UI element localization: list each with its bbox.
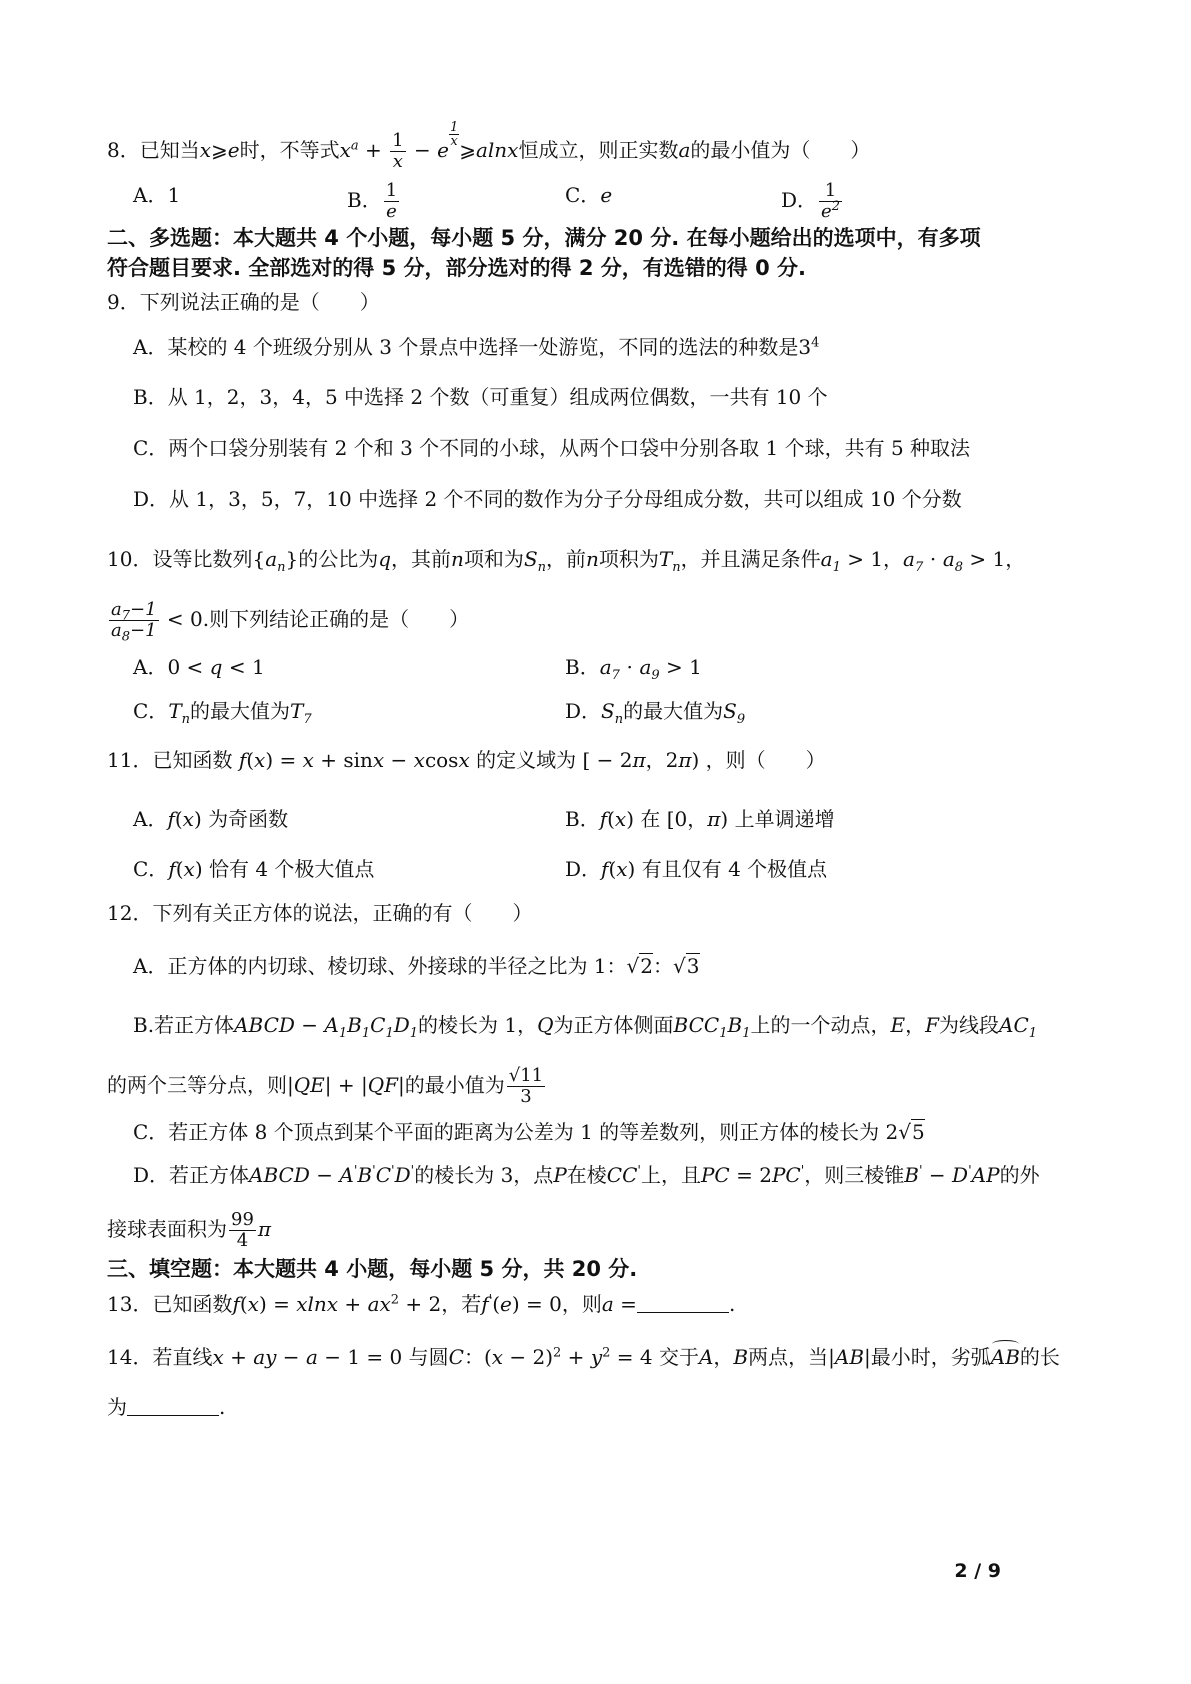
q10-option-c: C．$T_n$的最大值为$T_7$	[133, 699, 312, 727]
q9-option-a: A．某校的 4 个班级分别从 3 个景点中选择一处游览，不同的选法的种数是$3^4$	[133, 335, 820, 359]
q9-stem: 9．下列说法正确的是（ ）	[107, 290, 380, 314]
q10-stem: 10．设等比数列$\{a_n\}$的公比为q，其前n项和为$S_n$，前n项积为$T_n$，并且满足条件$a_1 > 1$，$a_7 \cdot a_8 > 1$，	[107, 547, 1026, 575]
section-2-heading-cont: 符合题目要求. 全部选对的得 5 分，部分选对的得 2 分，有选错的得 0 分.	[107, 256, 806, 280]
section-2-heading: 二、多选题：本大题共 4 个小题，每小题 5 分，满分 20 分. 在每小题给出的选项中，有多项	[107, 226, 981, 250]
q12-option-d: D．若正方体ABCD − A'B'C'D'的棱长为 3，点P在棱CC'上，且PC = 2PC'，则三棱锥B' − D'AP的外	[133, 1163, 1040, 1187]
q12-option-a: A．正方体的内切球、棱切球、外接球的半径之比为 1：√2：√3	[133, 954, 700, 978]
q8-stem: 8．已知当x⩾e时，不等式$x^a$ + $\frac{1}{x}$ − e $\frac{1}{x}$ ⩾alnx恒成立，则正实数a的最小值为（ ）	[107, 120, 871, 172]
q11-option-a: A．f(x) 为奇函数	[133, 807, 289, 831]
q12-option-d-cont: 接球表面积为 $\frac{99}{4}$ π	[107, 1209, 272, 1251]
q12-option-c: C．若正方体 8 个顶点到某个平面的距离为公差为 1 的等差数列，则正方体的棱长为 2√5	[133, 1120, 925, 1144]
q11-option-b: B．f(x) 在 [0，π) 上单调递增	[565, 807, 835, 831]
q8-option-d: D． $\frac{1}{e^2}$	[781, 180, 840, 222]
q10-option-a: A．0 < q < 1	[133, 655, 265, 679]
q11-option-d: D．f(x) 有且仅有 4 个极值点	[565, 857, 828, 881]
q13-stem: 13．已知函数$f(x) = xlnx + ax^2 + 2$，若f'(e) = 0，则a = .	[107, 1292, 736, 1316]
q8-option-a: A．1	[133, 183, 181, 207]
q11-option-c: C．f(x) 恰有 4 个极大值点	[133, 857, 375, 881]
q14-stem: 14．若直线x + ay − a − 1 = 0 与圆C：$(x - 2)^2 + y^2 = 4$ 交于A，B两点，当|AB|最小时，劣弧AB的长	[107, 1345, 1060, 1369]
q10-option-d: D．$S_n$的最大值为$S_9$	[565, 699, 746, 727]
section-3-heading: 三、填空题：本大题共 4 小题，每小题 5 分，共 20 分.	[107, 1257, 638, 1281]
q13-answer-blank[interactable]	[637, 1292, 729, 1313]
q11-stem: 11．已知函数 f(x) = x + sinx − xcosx 的定义域为 [ − 2π，2π) ，则（ ）	[107, 748, 826, 772]
q9-option-c: C．两个口袋分别装有 2 个和 3 个不同的小球，从两个口袋中分别各取 1 个球，共有 5 种取法	[133, 436, 971, 460]
page-number: 2 / 9	[954, 1560, 1001, 1582]
q14-stem-cont: 为 .	[107, 1395, 226, 1419]
q12-option-b: B.若正方体ABCD − $A_1B_1C_1D_1$的棱长为 1，Q为正方体侧面$BCC_1B_1$上的一个动点，E，F为线段$AC_1$	[133, 1013, 1038, 1041]
q12-stem: 12．下列有关正方体的说法，正确的有（ ）	[107, 901, 533, 925]
q10-stem-cont: $\frac{a_7-1}{a_8-1}$ < 0.则下列结论正确的是（ ）	[111, 599, 470, 645]
q8-option-c: C．e	[565, 183, 613, 207]
q14-answer-blank[interactable]	[127, 1395, 219, 1416]
q8-option-b: B． $\frac{1}{e}$	[347, 180, 398, 222]
q12-option-b-cont: 的两个三等分点，则|QE| + |QF|的最小值为 $\frac{√11}{3}$	[107, 1065, 544, 1107]
q9-option-d: D．从 1，3，5，7，10 中选择 2 个不同的数作为分子分母组成分数，共可以组成 10 个分数	[133, 487, 962, 511]
q9-option-b: B．从 1，2，3，4，5 中选择 2 个数（可重复）组成两位偶数，一共有 10 个	[133, 385, 828, 409]
q10-option-b: B．$a_7 \cdot a_9 > 1$	[565, 655, 702, 683]
